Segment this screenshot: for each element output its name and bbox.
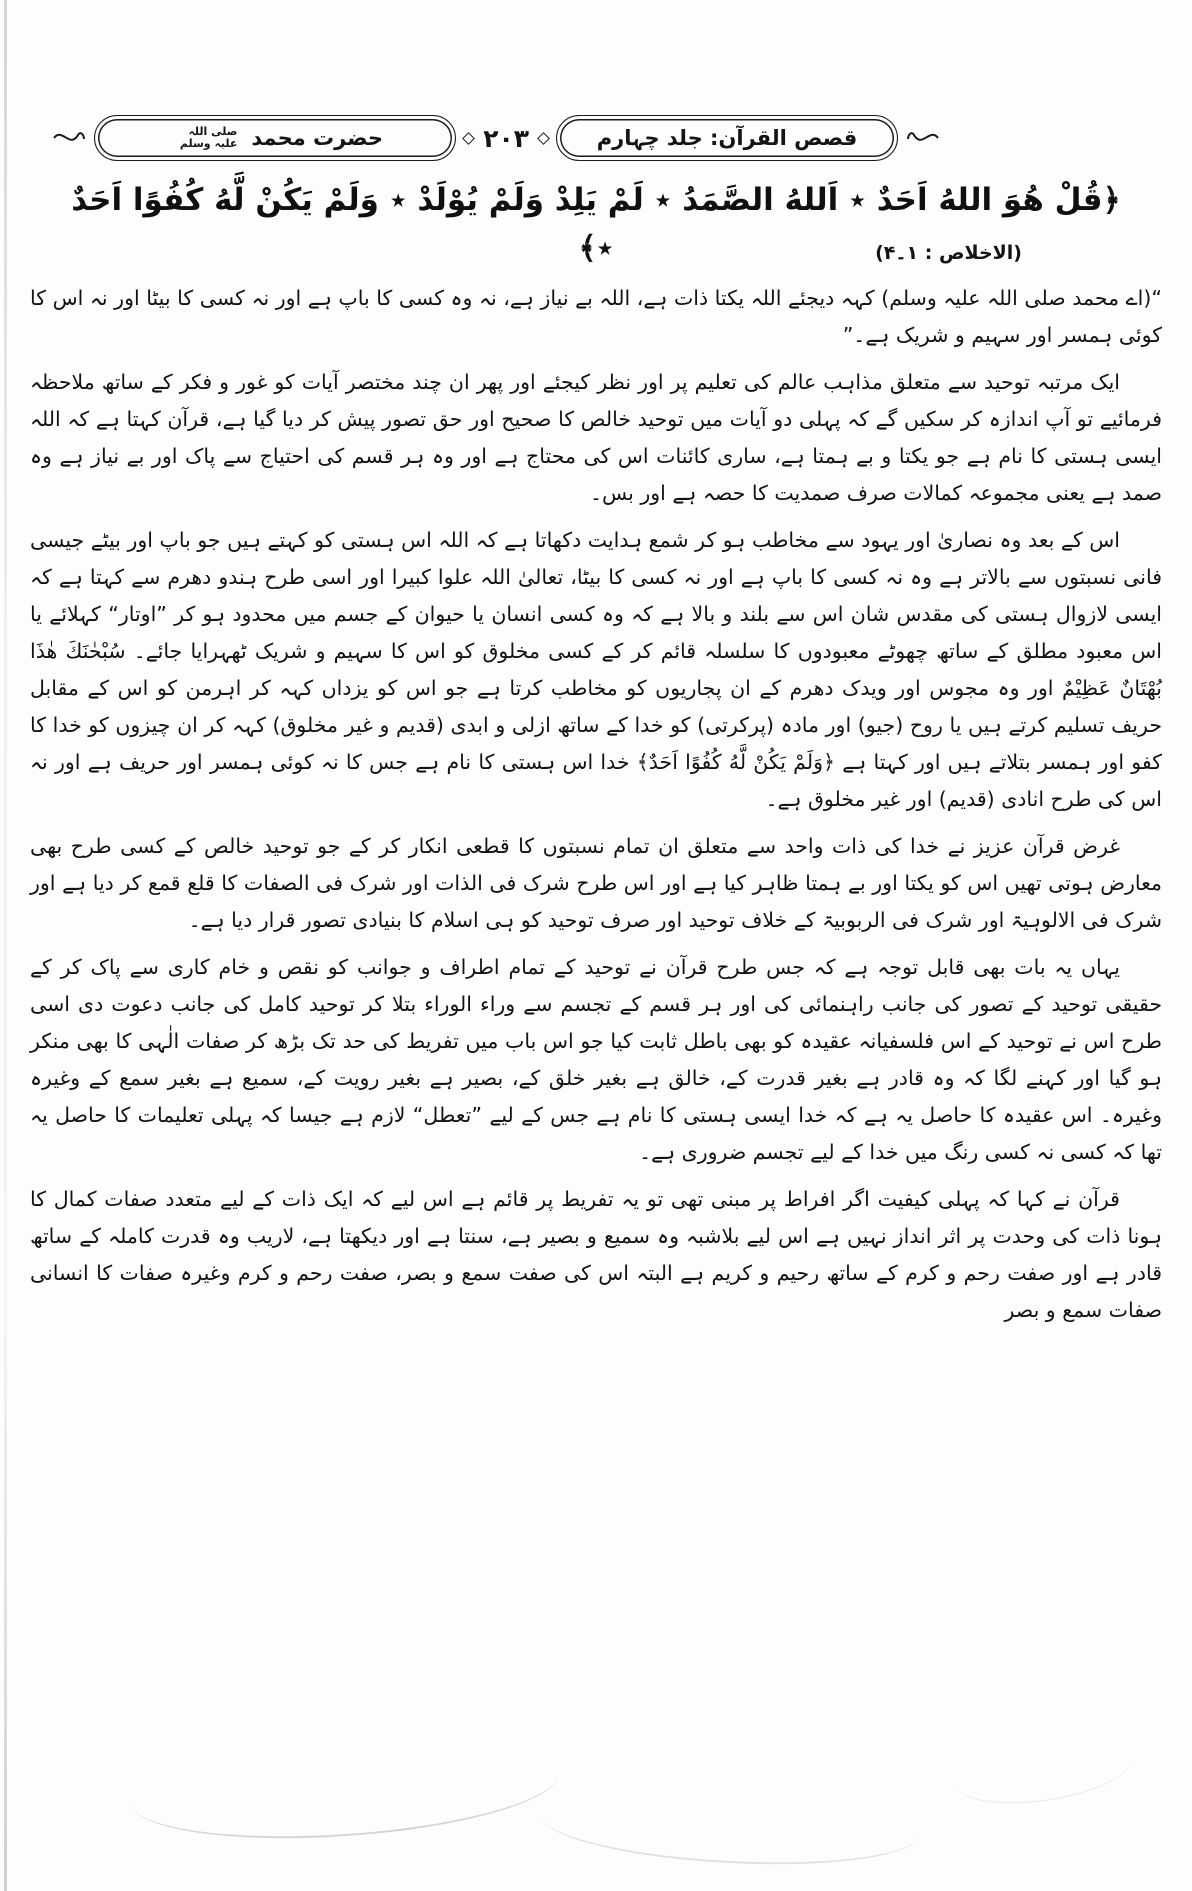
scan-edge-artifact (4, 0, 7, 1891)
diamond-ornament-icon (462, 132, 475, 145)
paragraph: یہاں یہ بات بھی قابل توجہ ہے کہ جس طرح قرآن نے توحید کے تمام اطراف و جوانب کو نقص و خام کاری سے پاک کر کے حقیقی توحید کے تصور کی جانب راہنمائی کی اور ہر قسم کے تجسم سے وراء الوراء بتلا کر توحید کامل کی جانب دعوت دی اسی طرح اس نے توحید کے اس فلسفیانہ عقیدہ کو بھی باطل ثابت کیا جو اس باب میں تفریط کی حد تک بڑھ کر صفات الٰہی کا بھی منکر ہو گیا اور کہنے لگا کہ وہ قادر ہے بغیر قدرت کے، خالق ہے بغیر خلق کے، بصیر ہے بغیر رویت کے، سمیع ہے بغیر سمع کے وغیرہ وغیرہ۔ اس عقیدہ کا حاصل یہ ہے کہ خدا ایسی ہستی کا نام ہے جس کے لیے ”تعطل“ لازم ہے جیسا کہ پہلی تعلیمات کا حاصل یہ تھا کہ کسی نہ کسی رنگ میں خدا کے لیے تجسم ضروری ہے۔ (30, 955, 1162, 1164)
page-number-value: ۲۰۳ (483, 123, 529, 153)
diamond-ornament-icon (537, 132, 550, 145)
body-text (30, 280, 1162, 1339)
prophet-name-banner (94, 115, 456, 161)
page-header (58, 112, 940, 164)
paragraph: اس کے بعد وہ نصاریٰ اور یہود سے مخاطب ہو کر شمع ہدایت دکھاتا ہے کہ اللہ اس ہستی کو کہتے ہیں جو باپ اور بیٹے جیسی فانی نسبتوں سے بالاتر ہے وہ نہ کسی کا باپ ہے اور نہ کسی کا بیٹا، تعالیٰ اللہ علوا کبیرا اور اسی طرح ہندو دھرم سے کہتا ہے کہ ایسی لازوال ہستی کی مقدس شان اس سے بلند و بالا ہے کہ وہ کسی انسان یا حیوان کے جسم میں محدود ہو کر ”اوتار“ کہلائے یا اس معبود مطلق کے ساتھ چھوٹے معبودوں کا سلسلہ قائم کر کے کسی مخلوق کو اس کا سہیم و شریک ٹھہرایا جائے۔ سُبْحٰنَكَ هٰذَا بُهْتَانٌ عَظِيْمٌ اور وہ مجوس اور ویدک دھرم کے ان پجاریوں کو مخاطب کرتا ہے جو اس کو یزداں کہہ کر اہرمن کو اس کے مقابل حریف تسلیم کرتے ہیں یا روح (جیو) اور مادہ (پرکرتی) کو خدا کے ساتھ ازلی و ابدی (قدیم و غیر مخلوق) کہہ کر ان چیزوں کو خدا کا کفو اور ہمسر بتلاتے ہیں اور کہتا ہے ﴿وَلَمْ يَكُنْ لَّهُ كُفُوًا اَحَدٌ﴾ خدا اس ہستی کا نام ہے جس کا نہ کوئی ہمسر اور حریف ہے اور نہ اس کی طرح انادی (قدیم) اور غیر مخلوق ہے۔ (30, 528, 1162, 811)
paragraph: قرآن نے کہا کہ پہلی کیفیت اگر افراط پر مبنی تھی تو یہ تفریط پر قائم ہے اس لیے کہ ایک ذات کے لیے متعدد صفات کمال کا ہونا ذات کی وحدت پر اثر انداز نہیں ہے اس لیے بلاشبہ وہ سمیع و بصیر ہے، سنتا ہے اور دیکھتا ہے، لاریب وہ قدرت کاملہ کے ساتھ قادر ہے اور صفت رحم و کرم کے ساتھ رحیم و کریم ہے البتہ اس کی صفت سمع و بصر، صفت رحم و کرم وغیرہ صفات کا انسانی صفات سمع و بصر (30, 1187, 1162, 1322)
paragraph-translation: “(اے محمد صلی اللہ علیہ وسلم) کہہ دیجئے اللہ یکتا ذات ہے، اللہ بے نیاز ہے، نہ وہ کسی کا باپ ہے اور نہ کسی کا بیٹا اور نہ اس کا کوئی ہمسر اور سہیم و شریک ہے۔” (30, 286, 1162, 347)
scan-artifact (949, 1728, 1136, 1813)
scan-artifact (127, 1724, 563, 1851)
scan-artifact (538, 1776, 922, 1873)
book-title-banner (556, 115, 898, 161)
paragraph: غرض قرآن عزیز نے خدا کی ذات واحد سے متعلق ان تمام نسبتوں کا قطعی انکار کر کے جو توحید خالص کے کسی طرح بھی معارض ہوتی تھیں اس کو یکتا اور بے ہمتا ظاہر کیا ہے اور اس طرح شرک فی الذات اور شرک فی الصفات کا قلع قمع کر دیا ہے اور شرک فی الالوہیۃ اور شرک فی الربوبیۃ کے خلاف توحید اور صرف توحید کو ہی اسلام کا بنیادی تصور قرار دیا ہے۔ (30, 834, 1162, 932)
prophet-name: حضرت محمد (251, 126, 384, 150)
quran-verse-text: ﴿قُلْ هُوَ اللهُ اَحَدٌ ٭ اَللهُ الصَّمَدُ ٭ لَمْ يَلِدْ وَلَمْ يُوْلَدْ ٭ وَلَمْ يَكُنْ لَّهُ كُفُوًا اَحَدٌ ٭﴾ (71, 182, 1121, 266)
header-flourish-right-icon (906, 123, 940, 153)
honorific-text: صلی اللہ علیہ وسلم (179, 125, 238, 150)
page-number (464, 124, 548, 153)
header-flourish-left-icon (52, 123, 86, 153)
paragraph: ایک مرتبہ توحید سے متعلق مذاہب عالم کی تعلیم پر اور نظر کیجئے اور پھر ان چند مختصر آیات کو غور و فکر کے ساتھ ملاحظہ فرمائیے تو آپ اندازہ کر سکیں گے کہ پہلی دو آیات میں توحید خالص کا صحیح اور حق تصور پیش کر دیا گیا ہے، قرآن کہتا ہے کہ اللہ ایسی ہستی کا نام ہے جو یکتا و بے ہمتا ہے، ساری کائنات اس کی محتاج ہے اور وہ ہر قسم کی احتیاج سے پاک اور بے نیاز ہے وہ صمد ہے یعنی مجموعہ کمالات صرف صمدیت کا حصہ ہے اور بس۔ (30, 370, 1162, 505)
verse-reference: (الاخلاص : ۱۔۴) (875, 242, 1022, 264)
book-title: قصص القرآن: جلد چہارم (596, 126, 858, 150)
